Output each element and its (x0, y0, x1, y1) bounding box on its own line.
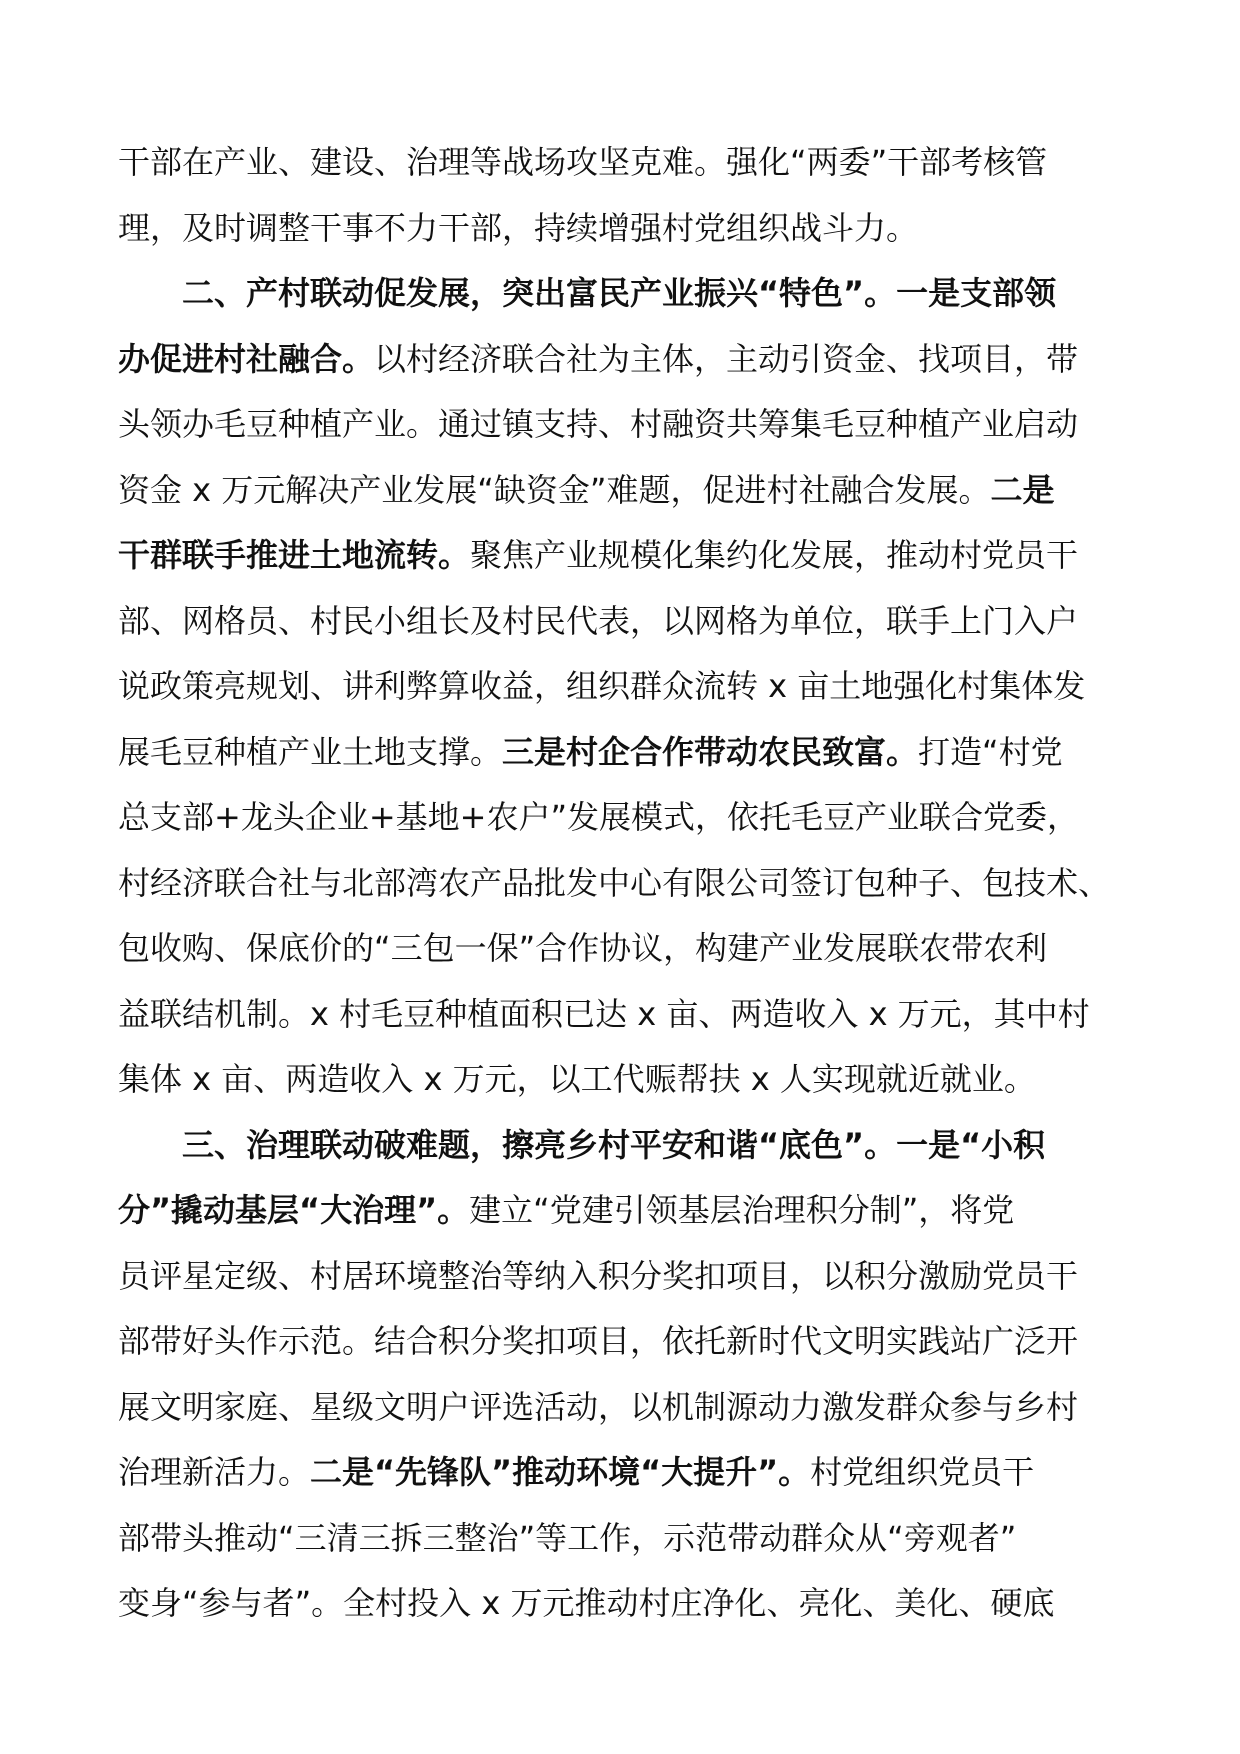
body-text-segment: 包收购、保底价的“三包一保”合作协议，构建产业发展联农带农利 (118, 929, 1048, 967)
bold-heading-text: 干群联手推进土地流转。 (118, 536, 471, 574)
text-line (118, 851, 1128, 917)
body-text-segment: 益联结机制。x 村毛豆种植面积已达 x 亩、两造收入 x 万元，其中村 (118, 994, 1090, 1033)
text-line (118, 1440, 1128, 1506)
text-line (118, 1571, 1128, 1637)
body-text-segment: 理，及时调整干事不力干部，持续增强村党组织战斗力。 (118, 208, 919, 247)
text-line (118, 720, 1128, 786)
body-text-segment: 聚焦产业规模化集约化发展，推动村党员干 (470, 536, 1079, 574)
body-text-segment: 员评星定级、村居环境整治等纳入积分奖扣项目，以积分激励党员干 (118, 1256, 1079, 1295)
body-text-segment: 干部在产业、建设、治理等战场攻坚克难。强化“两委”干部考核管 (118, 143, 1048, 181)
body-text-segment: 打造“村党 (918, 732, 1063, 771)
text-line (118, 654, 1128, 720)
text-line (118, 327, 1128, 393)
body-text-segment: 说政策亮规划、讲利弊算收益，组织群众流转 x 亩土地强化村集体发 (118, 667, 1086, 705)
text-line (118, 458, 1128, 524)
body-text-segment: 部带好头作示范。结合积分奖扣项目，依托新时代文明实践站广泛开 (118, 1322, 1079, 1360)
text-line (118, 196, 1128, 262)
bold-heading-text: 三是村企合作带动农民致富。 (502, 732, 919, 771)
bold-heading-text: 二是“先锋队”推动环境“大提升”。 (310, 1453, 811, 1491)
body-text-segment: 集体 x 亩、两造收入 x 万元，以工代赈帮扶 x 人实现就近就业。 (118, 1060, 1036, 1098)
text-line (118, 982, 1128, 1048)
text-line (118, 1178, 1128, 1244)
text-line (118, 589, 1128, 655)
text-line (118, 1047, 1128, 1113)
body-text-segment: 村党组织党员干 (810, 1453, 1035, 1491)
text-line (118, 261, 1128, 327)
bold-heading-text: 二是 (990, 470, 1055, 509)
body-text-segment: 头领办毛豆种植产业。通过镇支持、村融资共筹集毛豆种植产业启动 (118, 405, 1079, 443)
bold-heading-text: 二、产村联动促发展，突出富民产业振兴“特色”。一是支部领 (182, 274, 1057, 312)
body-text-segment: 资金 x 万元解决产业发展“缺资金”难题，促进村社融合发展。 (118, 470, 991, 509)
body-text-segment: 建立“党建引领基层治理积分制”，将党 (469, 1191, 1015, 1229)
body-text-segment: 展毛豆种植产业土地支撑。 (118, 732, 503, 771)
body-text-segment: 以村经济联合社为主体，主动引资金、找项目，带 (374, 339, 1079, 378)
text-line (118, 785, 1128, 851)
text-line (118, 523, 1128, 589)
body-text-segment: 部带头推动“三清三拆三整治”等工作，示范带动群众从“旁观者” (118, 1518, 1017, 1557)
text-line (118, 392, 1128, 458)
body-text-segment: 治理新活力。 (118, 1453, 311, 1491)
text-line (118, 1309, 1128, 1375)
text-line (118, 1244, 1128, 1310)
body-text-segment: 村经济联合社与北部湾农产品批发中心有限公司签订包种子、包技术、 (118, 863, 1111, 902)
bold-heading-text: 三、治理联动破难题，擦亮乡村平安和谐“底色”。一是“小积 (182, 1125, 1046, 1164)
text-line (118, 916, 1128, 982)
body-text-segment: 变身“参与者”。全村投入 x 万元推动村庄净化、亮化、美化、硬底 (118, 1584, 1055, 1622)
text-line (118, 130, 1128, 196)
text-line (118, 1375, 1128, 1441)
body-text-segment: 总支部+龙头企业+基地+农户”发展模式，依托毛豆产业联合党委， (118, 798, 1080, 836)
body-text (118, 130, 1128, 1637)
text-line (118, 1113, 1128, 1179)
bold-heading-text: 办促进村社融合。 (118, 339, 375, 378)
body-text-segment: 展文明家庭、星级文明户评选活动，以机制源动力激发群众参与乡村 (118, 1387, 1079, 1426)
body-text-segment: 部、网格员、村民小组长及村民代表，以网格为单位，联手上门入户 (118, 601, 1079, 640)
bold-heading-text: 分”撬动基层“大治理”。 (118, 1191, 470, 1229)
text-line (118, 1506, 1128, 1572)
